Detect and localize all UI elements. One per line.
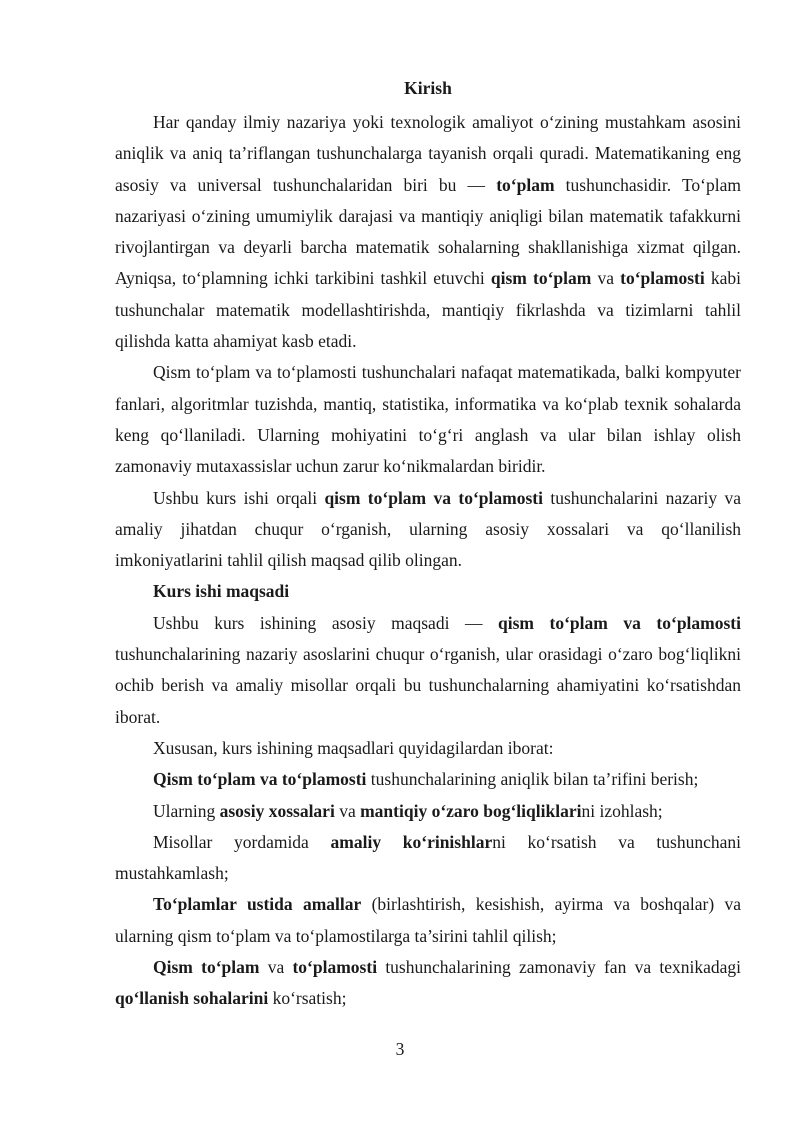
page-title: Kirish: [404, 78, 452, 98]
bold-term: To‘plamlar ustida amallar: [153, 894, 362, 915]
section-heading: Kurs ishi maqsadi: [153, 581, 290, 602]
text-span: tushunchalarining zamonaviy fan va texnikadagi: [377, 957, 741, 978]
goal-item-operations: [115, 889, 741, 952]
text-span: Ushbu kurs ishi orqali: [153, 487, 325, 508]
text-span: (birlashtirish, kesishish, ayirma va boshqalar) va ularning qism to‘plam va to‘plamostilarga ta’sirini tahlil qilish;: [115, 894, 741, 946]
text-span: tushunchasidir. To‘plam nazariyasi o‘zining umumiylik darajasi va mantiqiy aniqligi bilan matematik tafakkurni rivojlantirgan va deyarli barcha matematik sohalarning shakllanishiga xizmat qilgan. Ayniqsa, to‘plamning ichki tarkibini tashkil etuvchi: [115, 174, 741, 289]
paragraph-purpose: [115, 483, 741, 577]
bold-term: Qism to‘plam: [153, 957, 260, 978]
bold-term: qo‘llanish sohalarini: [115, 988, 269, 1009]
goal-item-examples: [115, 827, 741, 890]
document-body: [115, 76, 741, 1015]
bold-term: amaliy ko‘rinishlar: [330, 831, 493, 852]
bold-term: mantiqiy o‘zaro bog‘liqliklari: [360, 800, 582, 821]
bold-term: Qism to‘plam va to‘plamosti: [153, 769, 367, 790]
text-span: Har qanday ilmiy nazariya yoki texnologik amaliyot o‘zining mustahkam asosini aniqlik va aniq ta’riflangan tushunchalarga tayanish orqali quradi. Matematikaning eng asosiy va universal tushunchalaridan biri bu —: [115, 112, 741, 195]
bold-term: qism to‘plam: [490, 268, 592, 289]
text-span: ko‘rsatish;: [268, 988, 347, 1009]
page-number: 3: [395, 1039, 405, 1059]
goal-item-definition: [115, 764, 741, 795]
goal-item-applications: [115, 952, 741, 1015]
goal-item-properties: [115, 796, 741, 827]
bold-term: to‘plam: [496, 174, 555, 195]
bold-term: asosiy xossalari: [219, 800, 335, 821]
bold-term: to‘plamosti: [292, 957, 378, 978]
text-span: Ushbu kurs ishining asosiy maqsadi —: [153, 612, 498, 633]
paragraph-intro: [115, 107, 741, 357]
text-span: Ularning: [153, 800, 220, 821]
text-span: va: [334, 800, 361, 821]
text-span: tushunchalarini nazariy va amaliy jihatdan chuqur o‘rganish, ularning asosiy xossalari va qo‘llanilish imkoniyatlarini tahlil qilish maqsad qilib olingan.: [115, 487, 741, 571]
text-span: tushunchalarining aniqlik bilan ta’rifini berish;: [366, 769, 699, 790]
text-span: va: [259, 957, 293, 978]
text-span: ni izohlash;: [581, 800, 663, 821]
bold-term: to‘plamosti: [620, 268, 705, 289]
bold-term: qism to‘plam va to‘plamosti: [498, 612, 741, 633]
text-span: kabi tushunchalar matematik modellashtirishda, mantiqiy fikrlashda va tizimlarni tahlil qilishda katta ahamiyat kasb etadi.: [115, 268, 741, 352]
text-span: tushunchalarining nazariy asoslarini chuqur o‘rganish, ular orasidagi o‘zaro bog‘liqlikni ochib berish va amaliy misollar orqali bu tushunchalarning ahamiyatini ko‘rsatishdan iborat.: [115, 644, 741, 727]
paragraph-applications: Qism to‘plam va to‘plamosti tushunchalari nafaqat matematikada, balki kompyuter fanlari, algoritmlar tuzishda, mantiq, statistika, informatika va ko‘plab texnik sohalarda keng qo‘llaniladi. Ularning mohiyatini to‘g‘ri anglash va ular bilan ishlay olish zamonaviy mutaxassislar uchun zarur ko‘nikmalardan biridir.: [115, 362, 741, 477]
text-span: Misollar yordamida: [153, 831, 331, 852]
text-span: va: [591, 268, 621, 289]
paragraph-goals-intro: Xususan, kurs ishining maqsadlari quyidagilardan iborat:: [153, 737, 554, 758]
paragraph-main-goal: [115, 608, 741, 733]
text-span: ni ko‘rsatish va tushunchani mustahkamlash;: [115, 831, 741, 884]
bold-term: qism to‘plam va to‘plamosti: [324, 487, 543, 508]
